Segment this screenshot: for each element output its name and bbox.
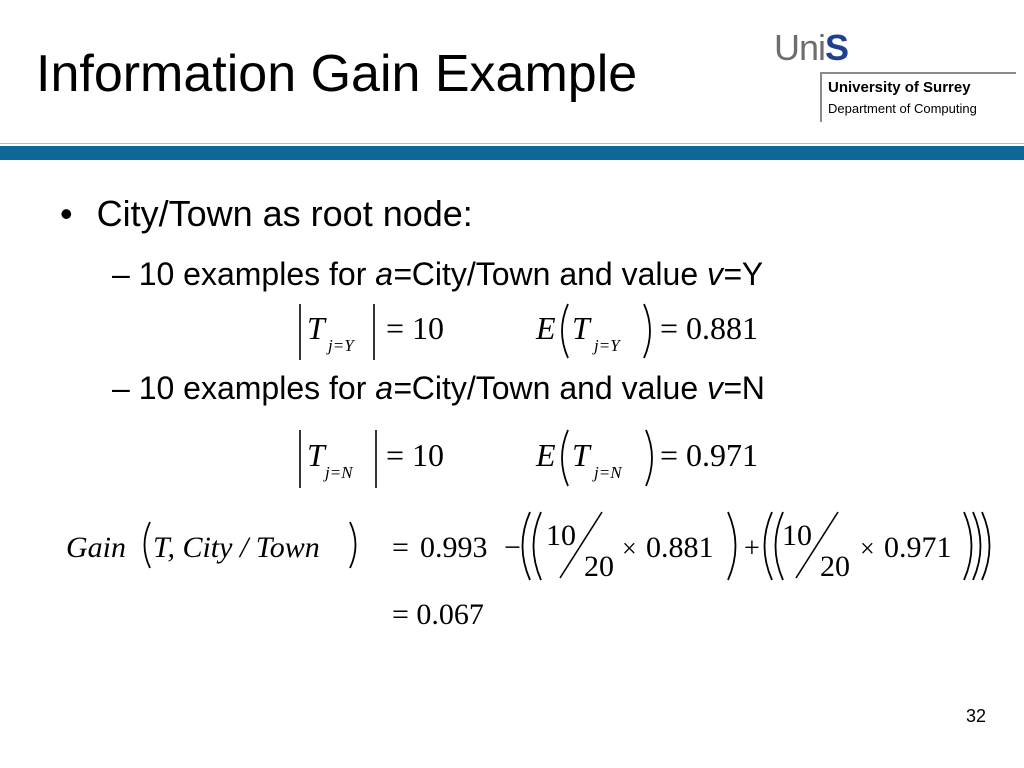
rhs-value: = 10 [386,437,445,473]
unis-s-text: S [825,27,849,68]
set-symbol: T [307,310,325,346]
equation-y-size [300,304,444,360]
fraction-numerator: 10 [546,519,576,552]
subscript: j=Y [328,336,354,355]
variable-a: a [375,256,394,292]
rhs-value: = 0.971 [660,437,759,473]
sub-bullet-dash: – [112,256,130,292]
equation-n-size [300,430,444,488]
variable-v: v [707,370,723,406]
sub-bullet-dash: – [112,370,130,406]
inner-left-paren [765,512,773,580]
set-symbol: T [307,437,325,473]
attribute-value: Y [741,256,764,292]
attribute-text: City/Town and value [411,370,707,406]
slide-title: Information Gain Example [36,45,638,103]
fraction-numerator: 10 [782,519,812,552]
equation-y-entropy [535,304,758,358]
outer-right-paren [982,512,990,580]
gain-function: Gain [66,531,126,564]
variable-v: v [707,256,723,292]
set-symbol: T [572,310,590,346]
fraction-denominator: 20 [584,550,614,583]
department-name: Department of Computing [828,101,977,116]
variable-a: a [375,370,394,406]
right-paren [973,512,981,580]
subscript: j=N [594,463,622,482]
inner-right-paren [728,512,736,580]
set-symbol: T [572,437,590,473]
right-paren [964,512,972,580]
equals-sign: = [393,256,412,292]
times-sign: × [622,534,637,563]
outer-left-paren [523,512,531,580]
sub-bullet-prefix: 10 examples for [138,370,376,406]
rhs-value: = 0.881 [660,310,759,346]
subscript: j=Y [594,336,620,355]
entropy-value: 0.881 [646,531,714,564]
rhs-value: = 10 [386,310,445,346]
equation-n-entropy [535,430,758,486]
page-number: 32 [966,706,987,726]
unis-uni-text: Uni [774,27,826,68]
left-paren [562,304,568,358]
entropy-value: 0.971 [884,531,952,564]
gain-arguments: T, City / Town [153,531,320,564]
equals-sign: = [393,370,412,406]
equals-sign: = [392,531,409,564]
sub-bullet-prefix: 10 examples for [138,256,376,292]
bullet-text: City/Town as root node: [96,193,473,234]
minus-sign: − [504,531,521,564]
left-paren [145,522,151,568]
entropy-function: E [536,310,556,346]
plus-sign: + [744,533,760,564]
gain-result: = 0.067 [392,598,484,631]
times-sign: × [860,534,875,563]
bullet-marker: • [60,193,73,234]
left-paren [562,430,568,486]
entropy-function: E [536,437,556,473]
base-entropy: 0.993 [420,531,488,564]
subscript: j=N [325,463,353,482]
right-paren [644,304,650,358]
attribute-text: City/Town and value [411,256,707,292]
equals-sign: = [723,256,742,292]
fraction-denominator: 20 [820,550,850,583]
equals-sign: = [723,370,742,406]
university-name: University of Surrey [828,79,971,96]
equation-gain [66,512,990,631]
attribute-value: N [741,370,765,406]
right-paren [350,522,356,568]
right-paren [646,430,652,486]
inner-left-paren [534,512,542,580]
